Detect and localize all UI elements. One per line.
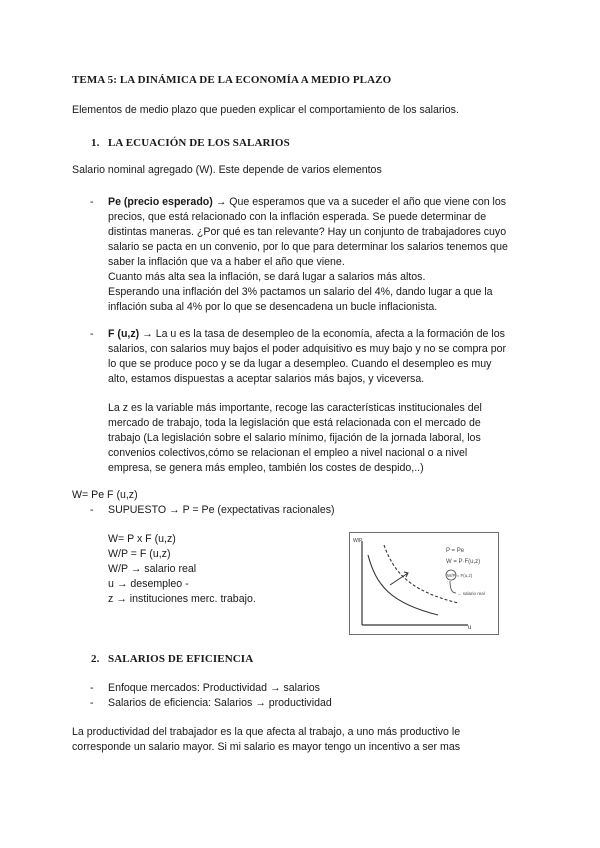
bullet-dash: - [90,682,94,694]
pe-arrow: → [215,196,227,208]
formula-line: W= P x F (u,z) [108,533,176,545]
formula-list [108,532,256,607]
pe-line: Que esperamos que va a suceder el año que viene con los [229,196,507,208]
z-line: empresa, se genera más empleo, también los costes de despido,..) [108,462,424,474]
f-arrow: → [142,328,153,340]
bullet-dash: - [90,328,94,340]
pe-term: Pe (precio esperado) [108,196,213,208]
f-line: alto, estamos dispuestas a aceptar salarios más bajos, y viceversa. [108,373,425,385]
f-line: lo que se produce poco y se da lugar a desempleo. Cuando el desempleo es muy [108,358,492,370]
wage-equation: W= Pe F (u,z) [72,489,138,501]
graph-x-label: u [468,625,472,631]
wage-curve-solid [368,555,438,615]
bullet-dash: - [90,504,94,516]
f-line: La u es la tasa de desempleo de la economía, afecta a la formación de los [155,328,505,340]
section2-paragraph [72,725,532,755]
section1-number: 1. [91,137,100,149]
graph-note: W = P·F(u,z) [446,559,481,565]
pe-line: saber la inflación que va a haber el año que viene. [108,256,345,268]
pe-line: inflación suba al 4% por lo que se desencadena un bucle inflacionista. [108,301,438,313]
z-paragraph [108,401,538,476]
pe-line: Cuanto más alta sea la inflación, se dará lugar a salarios más altos. [108,271,426,283]
wage-setting-graph [349,532,499,635]
graph-note: P = Pe [446,548,465,554]
f-paragraph [108,327,538,387]
graph-note-arrow [450,581,456,593]
intro-text: Elementos de medio plazo que pueden explicar el comportamiento de los salarios. [72,104,459,116]
supuesto-text: SUPUESTO → P = Pe (expectativas racionales) [108,504,335,516]
formula-line: z → instituciones merc. trabajo. [108,593,256,605]
f-term: F (u,z) [108,328,140,340]
pe-line: precios, que está relacionado con la inflación esperada. Se puede determinar de [108,211,487,223]
section1-lead: Salario nominal agregado (W). Este depende de varios elementos [72,164,382,176]
f-line: salarios, con salarios muy bajos el poder adquisitivo es muy bajo y no se compra por [108,343,507,355]
graph-sketch [350,533,498,634]
z-line: La z es la variable más importante, recoge las características institucionales del [108,402,482,414]
pe-line: salario se pacta en un convenio, por lo que para determinar los salarios tenemos que [108,241,508,253]
graph-y-label: W/P [353,538,363,544]
section2-bullet: Enfoque mercados: Productividad → salarios [108,682,320,694]
section1-heading: LA ECUACIÓN DE LOS SALARIOS [108,137,290,149]
z-line: convenios colectivos,cómo se relacionan el empleo a nivel nacional o a nivel [108,447,468,459]
section2-line: La productividad del trabajador es la que afecta al trabajo, a uno más productivo le [72,726,461,738]
pe-line: Esperando una inflación del 3% pactamos un salario del 4%, dando lugar a que la [108,286,493,298]
graph-note: W/P = F(u,z) [447,573,473,578]
z-line: trabajo (La legislación sobre el salario mínimo, fijación de la jornada laboral, los [108,432,481,444]
section2-line: corresponde un salario mayor. Si mi salario es mayor tengo un incentivo a ser mas [72,741,461,753]
formula-line: W/P → salario real [108,563,197,575]
formula-line: W/P = F (u,z) [108,548,171,560]
bullet-dash: - [90,196,94,208]
formula-line: u → desempleo - [108,578,189,590]
z-line: mercado de trabajo, toda la legislación que está relacionada con el mercado de [108,417,481,429]
page-title: TEMA 5: LA DINÁMICA DE LA ECONOMÍA A MEDIO PLAZO [72,74,392,86]
graph-note: → salario real [457,591,485,596]
section2-number: 2. [91,653,100,665]
pe-paragraph [108,195,538,315]
section2-heading: SALARIOS DE EFICIENCIA [108,653,254,665]
bullet-dash: - [90,697,94,709]
section2-bullet: Salarios de eficiencia: Salarios → productividad [108,697,332,709]
pe-line: distintas maneras. ¿Por qué es tan relevante? Hay un conjunto de trabajadores cuyo [108,226,507,238]
